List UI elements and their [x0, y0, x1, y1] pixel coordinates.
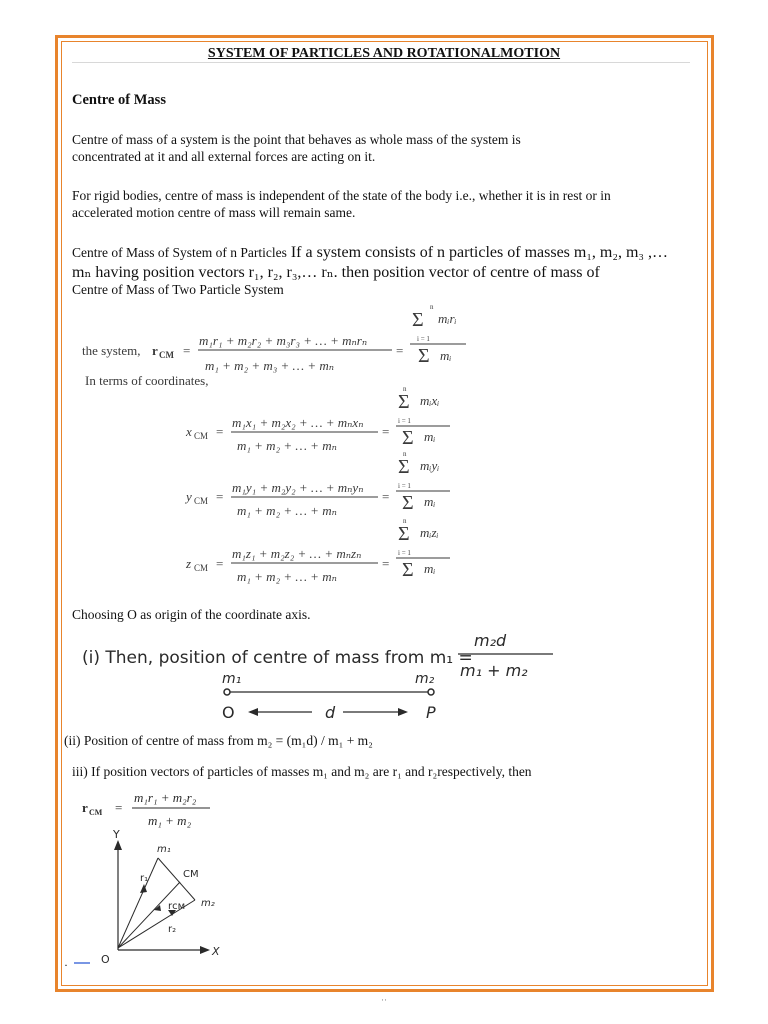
rcm-subscript: CM: [159, 350, 174, 360]
coords-intro: In terms of coordinates,: [85, 373, 209, 388]
equals-sign-2: =: [382, 556, 390, 571]
label-r1: r₁: [140, 873, 149, 884]
xcm-numerator: m₁x₁ + m₂x₂ + … + mₙxₙ: [232, 415, 364, 430]
label-r2: r₂: [168, 924, 177, 935]
od-point-m1: [224, 689, 230, 695]
step1-denominator: m₁ + m₂: [460, 661, 528, 680]
equals-sign-2: =: [396, 343, 404, 358]
sigma-symbol: Σ: [412, 309, 424, 331]
rcm2-symbol: r: [82, 800, 88, 815]
sum-bottom: i = 1: [417, 335, 430, 343]
zcm-sum-bottom: i = 1: [398, 549, 411, 557]
od-label-O: O: [222, 703, 235, 722]
rcm2-numerator: m₁r₁ + m₂r₂: [134, 790, 197, 805]
zcm-numerator: m₁z₁ + m₂z₂ + … + mₙzₙ: [232, 546, 362, 561]
nparticles-text1: If a system consists of n particles of masses m₁, m₂, m₃ ,…: [290, 244, 668, 261]
ycm-subscript: CM: [194, 496, 209, 506]
xcm-sum-bottom: i = 1: [398, 417, 411, 425]
label-m1: m₁: [157, 844, 171, 855]
od-diagram: [222, 671, 436, 722]
rcm-denominator: m₁ + m₂ + m₃ + … + mₙ: [205, 358, 335, 373]
od-arrow-right-head: [398, 708, 408, 716]
x-axis-arrow: [200, 946, 210, 954]
sum-den: mᵢ: [440, 348, 452, 363]
sigma-symbol-den: Σ: [418, 345, 430, 367]
xcm-sum-den: mᵢ: [424, 429, 436, 444]
step1-text: (i) Then, position of centre of mass from m₁ =: [82, 648, 473, 668]
zcm-symbol: z: [186, 556, 192, 571]
formula-zcm: [185, 517, 450, 584]
od-arrow-left-head: [248, 708, 258, 716]
equals-sign: =: [183, 343, 191, 358]
vector-diagram: [101, 828, 220, 966]
od-point-m2: [428, 689, 434, 695]
para1-line2: concentrated at it and all external forces are acting on it.: [72, 149, 376, 164]
od-m2: m₂: [415, 671, 435, 687]
page-mark: ·: [64, 958, 68, 972]
ycm-symbol: y: [186, 489, 192, 504]
para2-line2: accelerated motion centre of mass will remain same.: [72, 205, 356, 220]
equals-sign: =: [216, 424, 224, 439]
rcm-numerator: m₁r₁ + m₂r₂ + m₃r₃ + … + mₙrₙ: [199, 333, 368, 348]
zcm-sum-top: n: [403, 517, 407, 525]
label-m2: m₂: [201, 898, 215, 909]
xcm-denominator: m₁ + m₂ + … + mₙ: [237, 438, 337, 453]
ycm-sum-top: n: [403, 450, 407, 458]
ycm-sum-bottom: i = 1: [398, 482, 411, 490]
two-particle-heading: Centre of Mass of Two Particle System: [72, 282, 284, 297]
label-rcm: rᴄᴍ: [168, 901, 186, 912]
xcm-sum-term: mᵢxᵢ: [420, 393, 440, 408]
r1-vector: [118, 858, 158, 948]
od-label-P: P: [426, 703, 436, 722]
rcm-two-formula: [82, 790, 210, 828]
sigma-symbol: Σ: [398, 391, 410, 413]
sigma-symbol: Σ: [398, 456, 410, 478]
rcm-symbol: r: [152, 343, 158, 358]
equals-sign-2: =: [382, 489, 390, 504]
ycm-sum-term: mᵢyᵢ: [420, 458, 440, 473]
od-m1: m₁: [222, 671, 242, 687]
page-title: SYSTEM OF PARTICLES AND ROTATIONALMOTION: [207, 46, 561, 61]
od-label-d: d: [325, 703, 336, 722]
ycm-sum-den: mᵢ: [424, 494, 436, 509]
xcm-sum-top: n: [403, 385, 407, 393]
rcm2-denominator: m₁ + m₂: [148, 813, 192, 828]
origin-text: Choosing O as origin of the coordinate axis.: [72, 607, 311, 622]
xcm-symbol: x: [186, 424, 192, 439]
nparticles-text2: mₙ having position vectors r₁, r₂, r₃,… rₙ. then position vector of centre of mass of: [72, 264, 600, 281]
label-cm: CM: [183, 869, 199, 880]
x-axis-label: X: [212, 945, 220, 958]
sum-term: mᵢrᵢ: [438, 311, 457, 326]
equals-sign-2: =: [382, 424, 390, 439]
step2-text: (ii) Position of centre of mass from m₂ = (m₁d) / m₁ + m₂: [64, 733, 373, 748]
equals-sign: =: [216, 556, 224, 571]
step1-formula: [82, 631, 553, 680]
nparticles-label: Centre of Mass of System of n Particles: [72, 245, 287, 260]
y-axis-arrow: [114, 840, 122, 850]
sigma-symbol-den: Σ: [402, 492, 414, 514]
sigma-symbol-den: Σ: [402, 559, 414, 581]
sigma-symbol-den: Σ: [402, 427, 414, 449]
step1-numerator: m₂d: [474, 631, 507, 650]
formula-xcm: [185, 385, 450, 453]
zcm-sum-den: mᵢ: [424, 561, 436, 576]
xcm-subscript: CM: [194, 431, 209, 441]
zcm-sum-term: mᵢzᵢ: [420, 525, 439, 540]
page-number-mark: ··: [381, 995, 387, 1005]
sum-top: n: [430, 303, 434, 311]
sigma-symbol: Σ: [398, 523, 410, 545]
para1-line1: Centre of mass of a system is the point that behaves as whole mass of the system is: [72, 132, 521, 147]
origin-label: O: [101, 953, 110, 966]
section-heading: Centre of Mass: [72, 92, 166, 108]
para2-line1: For rigid bodies, centre of mass is independent of the state of the body i.e., whether it is in rest or in: [72, 188, 611, 203]
formula-rcm: [82, 303, 466, 373]
zcm-subscript: CM: [194, 563, 209, 573]
equals-sign: =: [216, 489, 224, 504]
step3-text: iii) If position vectors of particles of masses m₁ and m₂ are r₁ and r₂respectively, then: [72, 764, 532, 779]
ycm-denominator: m₁ + m₂ + … + mₙ: [237, 503, 337, 518]
zcm-denominator: m₁ + m₂ + … + mₙ: [237, 569, 337, 584]
ycm-numerator: m₁y₁ + m₂y₂ + … + mₙyₙ: [232, 480, 364, 495]
formula-prefix: the system,: [82, 343, 141, 358]
formula-ycm: [184, 450, 450, 518]
rcm2-subscript: CM: [89, 808, 103, 817]
y-axis-label: Y: [113, 828, 120, 841]
equals-sign: =: [115, 800, 123, 815]
